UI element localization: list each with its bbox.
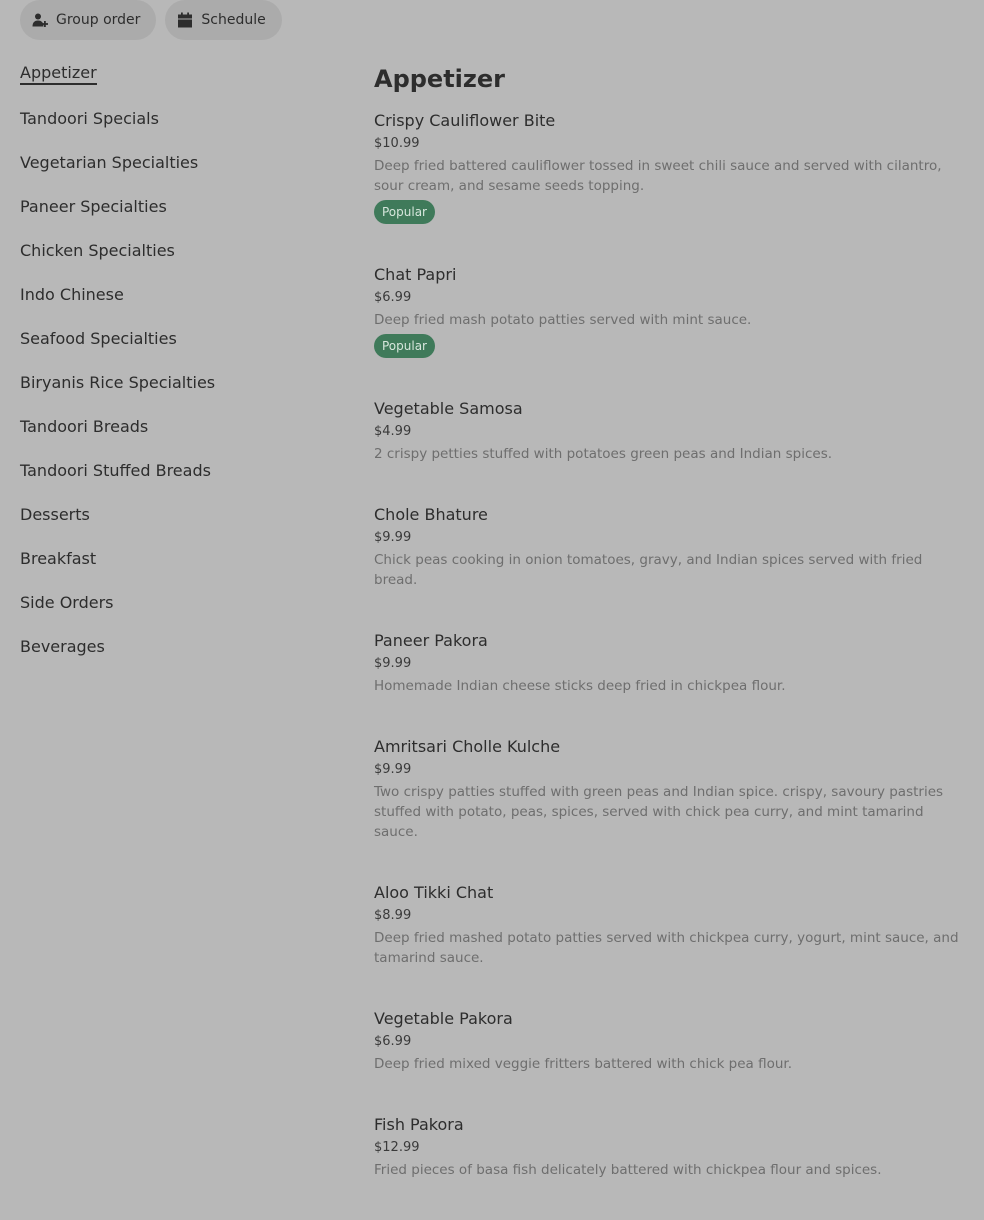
item-price: $6.99 [374, 1034, 412, 1049]
item-name: Amritsari Cholle Kulche [374, 737, 561, 756]
sidebar-item-label: Tandoori Breads [20, 417, 149, 436]
order-options-bar [20, 0, 282, 40]
item-name: Aloo Tikki Chat [374, 883, 494, 902]
group-order-button[interactable] [20, 0, 156, 40]
menu-item[interactable] [374, 736, 964, 882]
item-price: $8.99 [374, 908, 412, 923]
sidebar-item-label: Tandoori Specials [20, 109, 159, 128]
menu-item[interactable] [374, 1008, 964, 1114]
sidebar-item-label: Appetizer [20, 63, 97, 85]
menu-item-list [374, 110, 964, 1220]
item-price: $10.99 [374, 136, 420, 151]
sidebar-item-breakfast[interactable] [20, 549, 340, 593]
item-price: $9.99 [374, 762, 412, 777]
item-name: Paneer Pakora [374, 631, 488, 650]
item-description: 2 crispy petties stuffed with potatoes green peas and Indian spices. [374, 446, 833, 462]
item-name: Chat Papri [374, 265, 457, 284]
item-name: Vegetable Samosa [374, 399, 523, 418]
section-title: Appetizer [374, 65, 505, 93]
item-description: Chick peas cooking in onion tomatoes, gravy, and Indian spices served with fried bread. [374, 552, 923, 588]
menu-main [374, 62, 964, 1220]
sidebar-item-indo-chinese[interactable] [20, 285, 340, 329]
item-description: Deep fried battered cauliflower tossed in sweet chili sauce and served with cilantro, sour cream, and sesame seeds topping. [374, 158, 942, 194]
sidebar-item-biryanis-rice-specialties[interactable] [20, 373, 340, 417]
item-description: Deep fried mashed potato patties served with chickpea curry, yogurt, mint sauce, and tamarind sauce. [374, 930, 959, 966]
sidebar-item-label: Seafood Specialties [20, 329, 177, 348]
sidebar-item-vegetarian-specialties[interactable] [20, 153, 340, 197]
sidebar-item-label: Paneer Specialties [20, 197, 167, 216]
item-description: Two crispy patties stuffed with green peas and Indian spice. crispy, savoury pastries stuffed with potato, peas, spices, served with chick pea curry, and mint tamarind sauce. [374, 784, 944, 840]
menu-item[interactable] [374, 264, 964, 398]
sidebar-item-desserts[interactable] [20, 505, 340, 549]
menu-item[interactable] [374, 1114, 964, 1220]
item-description: Deep fried mash potato patties served with mint sauce. [374, 312, 752, 328]
sidebar-item-side-orders[interactable] [20, 593, 340, 637]
sidebar-item-label: Tandoori Stuffed Breads [20, 461, 211, 480]
sidebar-item-label: Indo Chinese [20, 285, 124, 304]
item-name: Chole Bhature [374, 505, 488, 524]
sidebar-item-appetizer[interactable] [20, 60, 340, 109]
item-name: Crispy Cauliflower Bite [374, 111, 556, 130]
sidebar-item-label: Vegetarian Specialties [20, 153, 199, 172]
calendar-icon [177, 12, 193, 28]
menu-item[interactable] [374, 110, 964, 264]
add-person-icon [32, 12, 48, 28]
sidebar-item-beverages[interactable] [20, 637, 340, 681]
sidebar-item-label: Side Orders [20, 593, 114, 612]
popular-badge: Popular [374, 200, 435, 224]
sidebar-item-label: Beverages [20, 637, 105, 656]
category-sidebar [20, 60, 340, 681]
schedule-button[interactable] [165, 0, 281, 40]
sidebar-item-seafood-specialties[interactable] [20, 329, 340, 373]
popular-badge: Popular [374, 334, 435, 358]
menu-item[interactable] [374, 398, 964, 504]
menu-item[interactable] [374, 882, 964, 1008]
item-price: $9.99 [374, 530, 412, 545]
item-description: Deep fried mixed veggie fritters battered with chick pea flour. [374, 1056, 793, 1072]
sidebar-item-tandoori-specials[interactable] [20, 109, 340, 153]
sidebar-item-chicken-specialties[interactable] [20, 241, 340, 285]
sidebar-item-tandoori-stuffed-breads[interactable] [20, 461, 340, 505]
item-price: $6.99 [374, 290, 412, 305]
item-price: $12.99 [374, 1140, 420, 1155]
menu-item[interactable] [374, 630, 964, 736]
item-description: Fried pieces of basa fish delicately battered with chickpea flour and spices. [374, 1162, 882, 1178]
sidebar-item-label: Desserts [20, 505, 90, 524]
item-description: Homemade Indian cheese sticks deep fried in chickpea flour. [374, 678, 786, 694]
item-price: $9.99 [374, 656, 412, 671]
menu-item[interactable] [374, 504, 964, 630]
sidebar-item-label: Chicken Specialties [20, 241, 175, 260]
item-price: $4.99 [374, 424, 412, 439]
item-name: Fish Pakora [374, 1115, 464, 1134]
sidebar-item-paneer-specialties[interactable] [20, 197, 340, 241]
sidebar-item-label: Biryanis Rice Specialties [20, 373, 216, 392]
item-name: Vegetable Pakora [374, 1009, 513, 1028]
sidebar-item-label: Breakfast [20, 549, 97, 568]
sidebar-item-tandoori-breads[interactable] [20, 417, 340, 461]
group-order-label: Group order [56, 12, 141, 28]
schedule-label: Schedule [201, 12, 266, 28]
